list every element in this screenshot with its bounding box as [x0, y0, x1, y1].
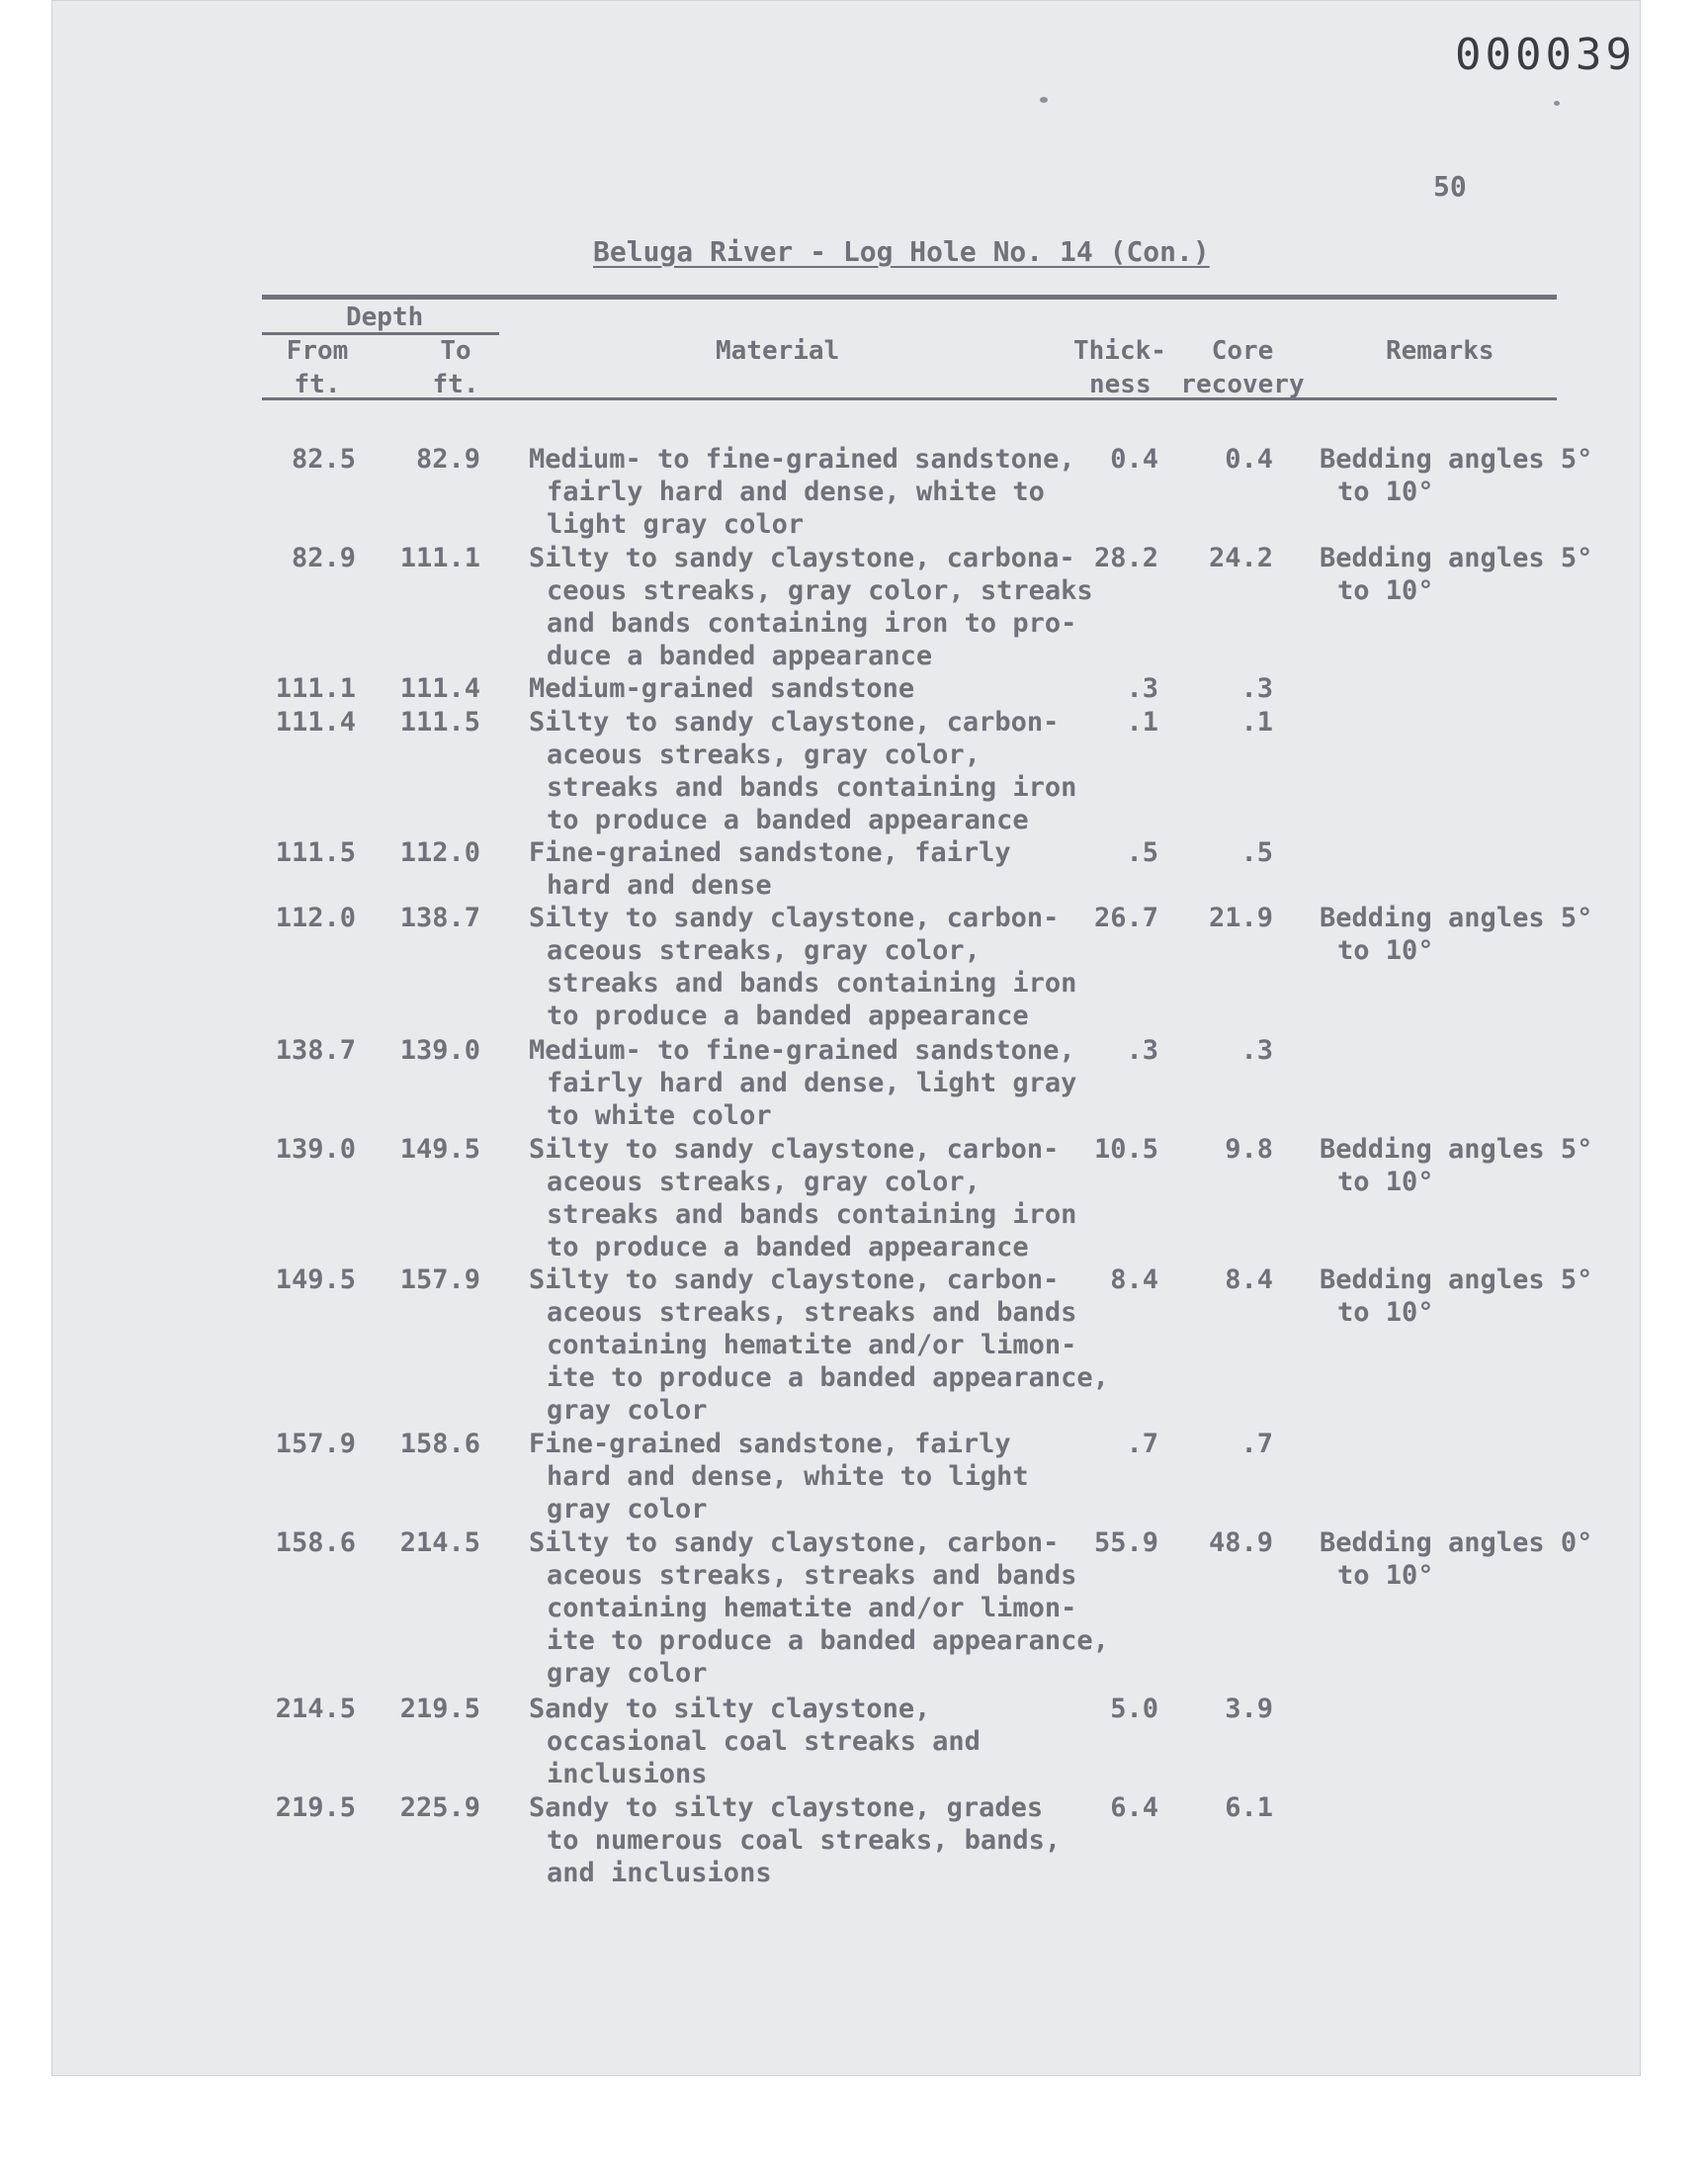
material-line: occasional coal streaks and — [547, 1726, 981, 1757]
material-cell — [529, 1263, 1109, 1427]
material-cell — [529, 443, 1075, 541]
thickness-cell: 8.4 — [1110, 1264, 1158, 1295]
core-recovery-cell: .7 — [1240, 1429, 1273, 1459]
remarks-cell — [1320, 1133, 1592, 1198]
thickness-cell: .1 — [1126, 707, 1158, 738]
depth-from-cell: 219.5 — [275, 1792, 356, 1823]
depth-to-cell: 225.9 — [399, 1792, 480, 1823]
material-line: and bands containing iron to pro- — [547, 608, 1077, 639]
depth-from-cell: 157.9 — [275, 1429, 356, 1459]
material-line: Fine-grained sandstone, fairly — [529, 1429, 1011, 1459]
remarks-line: to 10° — [1337, 575, 1434, 606]
remarks-cell — [1320, 1526, 1592, 1592]
material-cell — [529, 542, 1093, 672]
material-line: Sandy to silty claystone, — [529, 1694, 931, 1724]
material-line: aceous streaks, streaks and bands — [547, 1297, 1077, 1328]
material-line: Fine-grained sandstone, fairly — [529, 837, 1011, 868]
material-line: and inclusions — [547, 1858, 772, 1888]
material-line: Silty to sandy claystone, carbon- — [529, 1527, 1060, 1558]
remarks-line: to 10° — [1337, 1560, 1434, 1591]
material-line: Medium- to fine-grained sandstone, — [529, 1035, 1075, 1066]
core-recovery-cell: .5 — [1240, 837, 1273, 868]
core-recovery-cell: 48.9 — [1208, 1527, 1273, 1558]
header-thickness-line2: ness — [1089, 370, 1152, 399]
header-core-recovery — [1168, 334, 1317, 401]
thickness-cell: 5.0 — [1110, 1694, 1158, 1724]
material-cell — [529, 1133, 1076, 1263]
remarks-line: Bedding angles 5° — [1320, 903, 1593, 933]
material-line: duce a banded appearance — [547, 641, 933, 671]
scan-speck — [1554, 101, 1560, 106]
material-cell — [529, 672, 914, 705]
header-to-line: To — [440, 336, 471, 366]
depth-from-cell: 138.7 — [275, 1035, 356, 1066]
header-thickness-line1: Thick- — [1073, 336, 1166, 366]
material-line: hard and dense — [547, 870, 772, 901]
document-number: 000039 — [1455, 30, 1636, 80]
thickness-cell: .3 — [1126, 1035, 1158, 1066]
core-recovery-cell: .3 — [1240, 1035, 1273, 1066]
remarks-line: Bedding angles 5° — [1320, 543, 1593, 573]
material-line: containing hematite and/or limon- — [547, 1593, 1077, 1623]
depth-to-cell: 139.0 — [399, 1035, 480, 1066]
header-thickness — [1073, 334, 1166, 401]
depth-to-cell: 158.6 — [399, 1429, 480, 1459]
depth-from-cell: 111.5 — [275, 837, 356, 868]
core-recovery-cell: 3.9 — [1225, 1694, 1273, 1724]
depth-from-cell: 82.9 — [291, 543, 356, 573]
header-core-line2: recovery — [1180, 370, 1305, 399]
material-line: aceous streaks, gray color, — [547, 935, 981, 966]
header-depth: Depth — [346, 303, 424, 332]
header-core-line1: Core — [1211, 336, 1274, 366]
header-to — [420, 334, 491, 401]
scan-speck — [1040, 97, 1048, 103]
material-line: hard and dense, white to light — [547, 1461, 1029, 1492]
depth-from-cell: 111.1 — [275, 673, 356, 704]
material-line: to numerous coal streaks, bands, — [547, 1825, 1062, 1856]
depth-to-cell: 112.0 — [399, 837, 480, 868]
core-recovery-cell: 6.1 — [1225, 1792, 1273, 1823]
depth-to-cell: 149.5 — [399, 1134, 480, 1165]
remarks-line: to 10° — [1337, 477, 1434, 507]
depth-to-cell: 214.5 — [399, 1527, 480, 1558]
material-line: aceous streaks, streaks and bands — [547, 1560, 1077, 1591]
document-sheet — [51, 0, 1641, 2076]
material-line: ceous streaks, gray color, streaks — [547, 575, 1093, 606]
core-recovery-cell: .3 — [1240, 673, 1273, 704]
table-top-rule — [262, 295, 1557, 300]
depth-to-cell: 111.5 — [399, 707, 480, 738]
material-line: Silty to sandy claystone, carbon- — [529, 1134, 1060, 1165]
thickness-cell: 55.9 — [1093, 1527, 1158, 1558]
thickness-cell: 26.7 — [1093, 903, 1158, 933]
material-line: streaks and bands containing iron — [547, 1199, 1077, 1230]
thickness-cell: 28.2 — [1093, 543, 1158, 573]
remarks-line: to 10° — [1337, 935, 1434, 966]
header-from — [282, 334, 353, 401]
remarks-line: Bedding angles 5° — [1320, 1264, 1593, 1295]
depth-to-cell: 138.7 — [399, 903, 480, 933]
header-material: Material — [716, 336, 840, 366]
remarks-line: to 10° — [1337, 1297, 1434, 1328]
material-line: Silty to sandy claystone, carbon- — [529, 707, 1060, 738]
page-title: Beluga River - Log Hole No. 14 (Con.) — [593, 235, 1210, 268]
material-line: to white color — [547, 1100, 772, 1131]
depth-from-cell: 158.6 — [275, 1527, 356, 1558]
depth-from-cell: 111.4 — [275, 707, 356, 738]
depth-to-cell: 111.4 — [399, 673, 480, 704]
remarks-line: Bedding angles 5° — [1320, 444, 1593, 475]
remarks-cell — [1320, 542, 1592, 607]
material-line: aceous streaks, gray color, — [547, 740, 981, 770]
core-recovery-cell: 8.4 — [1225, 1264, 1273, 1295]
depth-to-cell: 157.9 — [399, 1264, 480, 1295]
remarks-line: Bedding angles 0° — [1320, 1527, 1593, 1558]
material-cell — [529, 1526, 1109, 1690]
material-cell — [529, 1034, 1076, 1132]
material-line: Silty to sandy claystone, carbon- — [529, 903, 1060, 933]
remarks-line: to 10° — [1337, 1167, 1434, 1197]
material-line: gray color — [547, 1658, 708, 1689]
depth-from-cell: 112.0 — [275, 903, 356, 933]
material-line: Medium- to fine-grained sandstone, — [529, 444, 1075, 475]
depth-to-cell: 111.1 — [399, 543, 480, 573]
material-line: to produce a banded appearance — [547, 1232, 1029, 1262]
depth-from-cell: 149.5 — [275, 1264, 356, 1295]
material-line: streaks and bands containing iron — [547, 772, 1077, 803]
page-number: 50 — [1433, 170, 1467, 203]
thickness-cell: .5 — [1126, 837, 1158, 868]
material-line: Sandy to silty claystone, grades — [529, 1792, 1044, 1823]
material-line: streaks and bands containing iron — [547, 968, 1077, 999]
header-to-unit: ft. — [432, 370, 479, 399]
material-cell — [529, 1791, 1061, 1889]
thickness-cell: 10.5 — [1093, 1134, 1158, 1165]
remarks-cell — [1320, 902, 1592, 967]
material-line: fairly hard and dense, light gray — [547, 1068, 1077, 1098]
material-line: ite to produce a banded appearance, — [547, 1362, 1109, 1393]
depth-from-cell: 82.5 — [291, 444, 356, 475]
header-from-line: From — [286, 336, 349, 366]
material-line: to produce a banded appearance — [547, 805, 1029, 835]
header-from-unit: ft. — [294, 370, 341, 399]
material-line: to produce a banded appearance — [547, 1000, 1029, 1031]
core-recovery-cell: .1 — [1240, 707, 1273, 738]
core-recovery-cell: 9.8 — [1225, 1134, 1273, 1165]
thickness-cell: .3 — [1126, 673, 1158, 704]
material-cell — [529, 836, 1011, 902]
material-cell — [529, 902, 1076, 1032]
material-line: containing hematite and/or limon- — [547, 1330, 1077, 1360]
material-line: gray color — [547, 1395, 708, 1426]
material-cell — [529, 706, 1076, 836]
depth-from-cell: 139.0 — [275, 1134, 356, 1165]
depth-to-cell: 82.9 — [415, 444, 480, 475]
header-remarks: Remarks — [1386, 336, 1494, 366]
remarks-cell — [1320, 1263, 1592, 1329]
material-line: Silty to sandy claystone, carbona- — [529, 543, 1075, 573]
material-line: inclusions — [547, 1759, 708, 1789]
material-line: fairly hard and dense, white to — [547, 477, 1045, 507]
core-recovery-cell: 21.9 — [1208, 903, 1273, 933]
material-line: Silty to sandy claystone, carbon- — [529, 1264, 1060, 1295]
remarks-line: Bedding angles 5° — [1320, 1134, 1593, 1165]
thickness-cell: .7 — [1126, 1429, 1158, 1459]
material-line: light gray color — [547, 509, 805, 540]
material-line: aceous streaks, gray color, — [547, 1167, 981, 1197]
material-line: gray color — [547, 1494, 708, 1524]
material-cell — [529, 1428, 1029, 1525]
thickness-cell: 6.4 — [1110, 1792, 1158, 1823]
core-recovery-cell: 24.2 — [1208, 543, 1273, 573]
depth-from-cell: 214.5 — [275, 1694, 356, 1724]
material-cell — [529, 1693, 981, 1790]
depth-to-cell: 219.5 — [399, 1694, 480, 1724]
core-recovery-cell: 0.4 — [1225, 444, 1273, 475]
material-line: Medium-grained sandstone — [529, 673, 915, 704]
thickness-cell: 0.4 — [1110, 444, 1158, 475]
material-line: ite to produce a banded appearance, — [547, 1625, 1109, 1656]
remarks-cell — [1320, 443, 1592, 508]
